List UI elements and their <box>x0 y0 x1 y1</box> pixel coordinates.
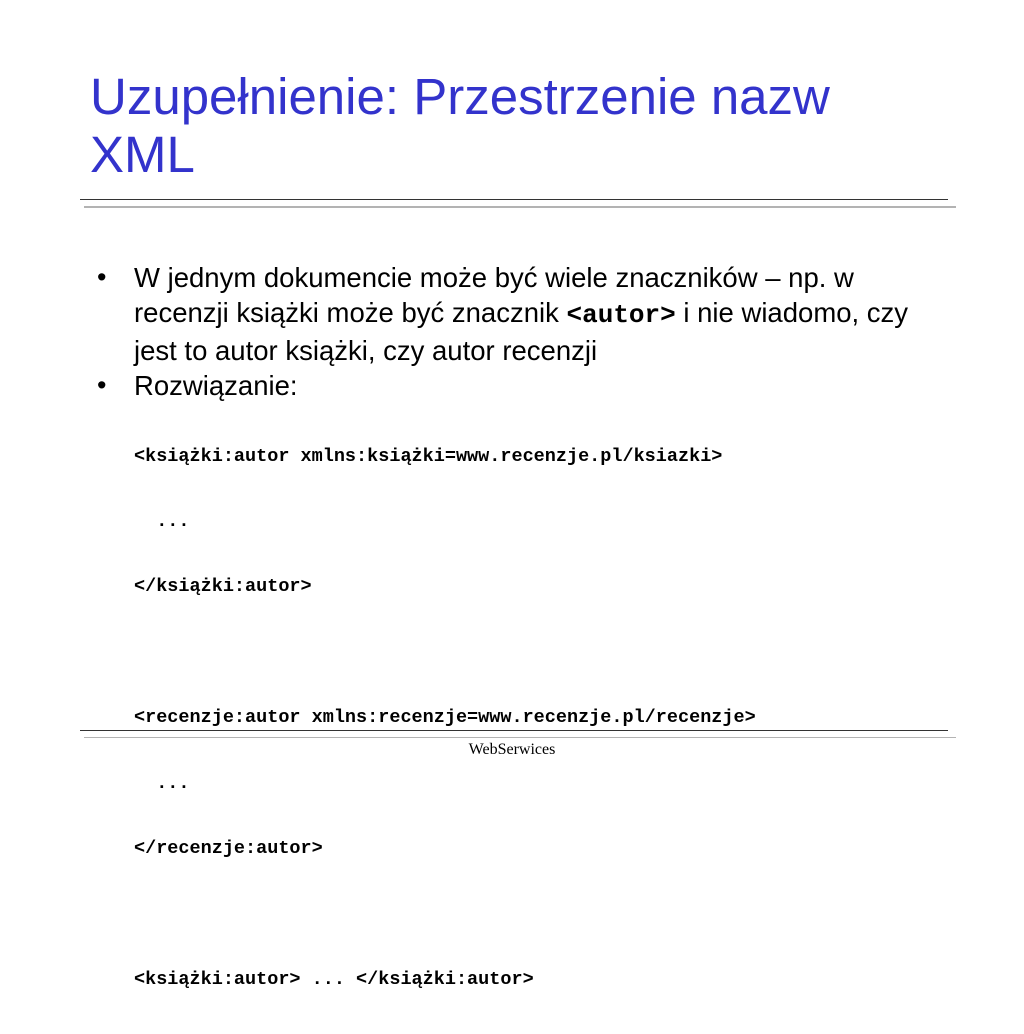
bullet-item-problem <box>97 260 937 368</box>
xml-code-block <box>134 402 937 1034</box>
inline-code-autor-tag: <autor> <box>566 300 676 330</box>
bullet-problem-text-continued: i nie wiadomo, czy jest to autor książki, czy autor recenzji <box>134 297 909 366</box>
code-line: <książki:autor xmlns:książki=www.recenzje.pl/ksiazki> <box>134 445 723 467</box>
footer-divider-light <box>84 737 956 738</box>
code-line: ... <box>134 772 190 794</box>
code-line: ... <box>134 510 190 532</box>
bullet-solution-label: Rozwiązanie: <box>134 370 298 401</box>
code-line: </książki:autor> <box>134 576 312 598</box>
title-divider-dark <box>80 199 948 200</box>
code-line: <książki:autor> ... </książki:autor> <box>134 968 534 990</box>
code-line: </recenzje:autor> <box>134 837 323 859</box>
bullet-icon: • <box>97 370 107 400</box>
bullet-icon: • <box>97 262 107 292</box>
slide-title-line-1: Uzupełnienie: Przestrzenie nazw <box>90 68 830 125</box>
code-line-blank <box>134 642 937 664</box>
title-divider-light <box>84 206 956 208</box>
code-line: <recenzje:autor xmlns:recenzje=www.recenzje.pl/recenzje> <box>134 707 756 729</box>
bullet-problem-text: W jednym dokumencie może być wiele znaczników – np. w recenzji książki może być znacznik <box>134 262 854 328</box>
slide-footer: WebSerwices <box>468 741 556 758</box>
code-line-blank <box>134 903 937 925</box>
bullet-list <box>97 260 937 1034</box>
slide-title <box>90 68 950 184</box>
slide-title-line-2: XML <box>90 126 195 183</box>
footer-divider-dark <box>80 730 948 731</box>
bullet-item-solution <box>97 368 937 1034</box>
